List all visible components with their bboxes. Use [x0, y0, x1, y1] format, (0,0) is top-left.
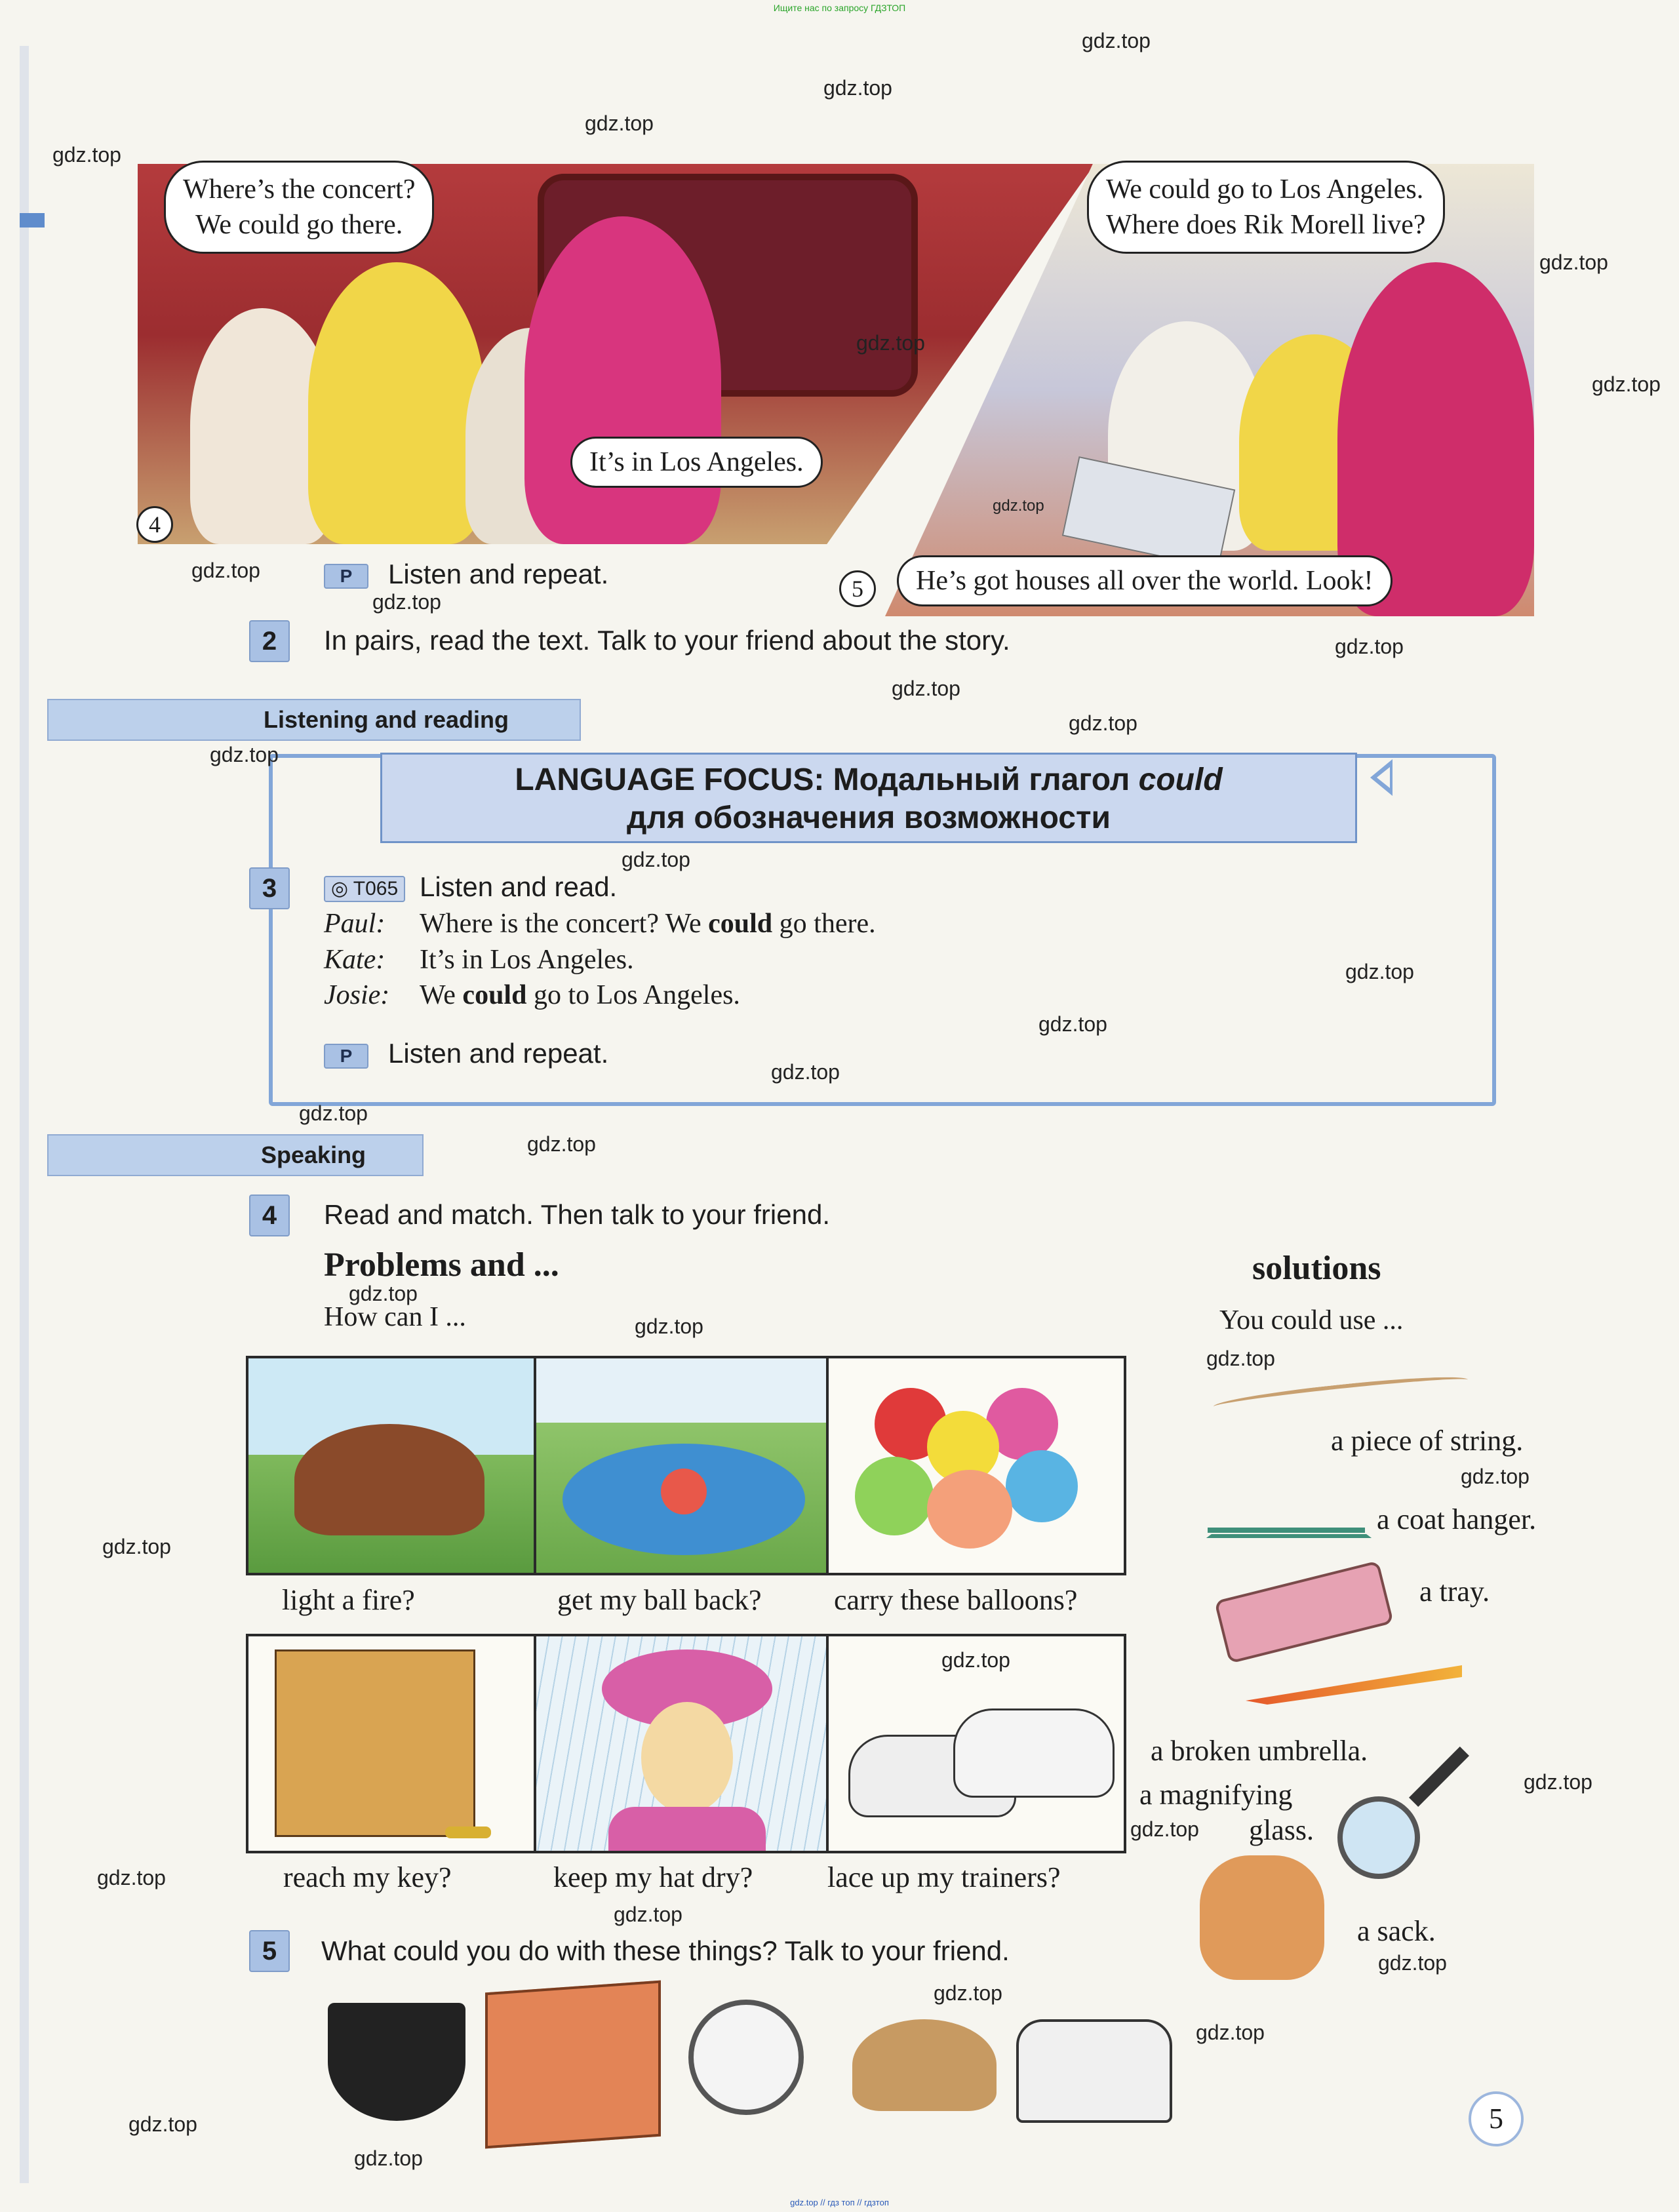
wicker-hat-illustration: [852, 2019, 997, 2111]
problem-caption-4: reach my key?: [283, 1861, 452, 1893]
woman-face-illustration: [641, 1702, 733, 1813]
solution-glass: glass.: [1249, 1814, 1314, 1846]
picture-balloons: [826, 1356, 1126, 1575]
language-focus-title-line1: [382, 761, 1355, 799]
speech-bubble-concert: [164, 161, 434, 254]
exercise-number-5: 5: [249, 1930, 290, 1972]
ex3-listen-repeat: Listen and repeat.: [388, 1038, 609, 1069]
exercise-number-3: 3: [249, 867, 290, 909]
tray-illustration: [1214, 1560, 1394, 1664]
watermark: gdz.top: [527, 1132, 596, 1156]
language-focus-title-line2: для обозначения возможности: [627, 800, 1111, 835]
watermark: gdz.top: [993, 497, 1044, 515]
p-badge: P: [324, 1044, 368, 1069]
balloon-green: [855, 1457, 934, 1535]
watermark: gdz.top: [97, 1866, 166, 1889]
language-focus-title-prefix: LANGUAGE FOCUS: Модальный глагол: [515, 762, 1139, 797]
watermark: gdz.top: [191, 559, 260, 582]
watermark: gdz.top: [856, 331, 925, 355]
dialogue-speaker-josie: Josie:: [324, 980, 390, 1010]
language-focus-banner: [380, 753, 1357, 843]
watermark: gdz.top: [210, 743, 279, 766]
ex3-instruction: Listen and read.: [420, 871, 618, 902]
watermark: gdz.top: [1378, 1951, 1447, 1975]
cardboard-box-illustration: [485, 1981, 661, 2149]
solutions-subtitle: You could use ...: [1219, 1305, 1404, 1335]
picture-hat-rain: [534, 1634, 830, 1853]
watermark: gdz.top: [1539, 250, 1608, 274]
problem-caption-3: carry these balloons?: [834, 1584, 1078, 1616]
sack-illustration: [1200, 1855, 1324, 1980]
watermark: gdz.top: [635, 1314, 703, 1338]
dialogue-line-josie: [420, 979, 740, 1011]
audio-track-badge[interactable]: ◎ T065: [324, 876, 405, 902]
chest-of-drawers-illustration: [275, 1649, 475, 1837]
watermark: gdz.top: [771, 1060, 840, 1084]
watermark: gdz.top: [372, 590, 441, 614]
watermark: gdz.top: [349, 1282, 418, 1305]
page-binding-strip: [20, 46, 29, 2183]
dialogue-josie-part2: go to Los Angeles.: [526, 980, 740, 1010]
solution-string: a piece of string.: [1331, 1425, 1524, 1457]
balloon-peach: [927, 1470, 1012, 1549]
picture-drawers: [246, 1634, 538, 1853]
boy-pink-shirt-illustration: [524, 216, 721, 544]
coat-hanger-base: [1208, 1528, 1365, 1533]
bubble-rik-line2: Where does Rik Morell live?: [1106, 210, 1426, 240]
watermark: gdz.top: [892, 677, 960, 700]
watermark: gdz.top: [354, 2146, 423, 2170]
section-listening-label: Listening and reading: [264, 706, 509, 733]
bottom-note: gdz.top // гдз топ // гдзтоп: [790, 2198, 889, 2207]
ex5-instruction: What could you do with these things? Talk to your friend.: [321, 1935, 1010, 1966]
watermark: gdz.top: [1038, 1012, 1107, 1036]
watermark: gdz.top: [941, 1648, 1010, 1672]
dialogue-josie-bold: could: [462, 980, 527, 1010]
section-header-speaking: [47, 1134, 424, 1176]
problems-subtitle: How can I ...: [324, 1302, 466, 1332]
solution-sack: a sack.: [1357, 1915, 1436, 1947]
bubble-concert-line1: Where’s the concert?: [183, 174, 416, 205]
watermark: gdz.top: [299, 1101, 368, 1125]
bubble-concert-line2: We could go there.: [195, 210, 403, 240]
top-hat-illustration: [328, 2003, 465, 2121]
arrow-marker-inner: [1377, 767, 1390, 788]
solution-coat-hanger: a coat hanger.: [1377, 1503, 1537, 1535]
dialogue-line-kate: It’s in Los Angeles.: [420, 945, 634, 975]
dialogue-line-paul: [420, 908, 876, 939]
key-illustration: [445, 1827, 491, 1838]
problem-caption-6: lace up my trainers?: [827, 1861, 1061, 1893]
bubble-rik-line1: We could go to Los Angeles.: [1106, 174, 1424, 205]
exercise-number-4: 4: [249, 1195, 290, 1236]
dialogue-paul-part1: Where is the concert? We: [420, 909, 709, 939]
magnifying-glass-illustration: [1337, 1796, 1420, 1879]
watermark: gdz.top: [934, 1981, 1002, 2005]
watermark: gdz.top: [1592, 372, 1661, 396]
dialogue-paul-part2: go there.: [772, 909, 876, 939]
watermark: gdz.top: [823, 76, 892, 100]
string-illustration: [1213, 1372, 1469, 1415]
watermark: gdz.top: [1130, 1817, 1199, 1841]
picture-pond: [534, 1356, 830, 1575]
watermark: gdz.top: [585, 111, 654, 135]
dialogue-speaker-paul: Paul:: [324, 909, 385, 939]
solution-tray: a tray.: [1419, 1575, 1490, 1608]
solution-broken-umbrella: a broken umbrella.: [1151, 1735, 1368, 1767]
roller-skate-illustration: [1016, 2019, 1172, 2123]
watermark: gdz.top: [1206, 1347, 1275, 1370]
page-number: 5: [1469, 2091, 1524, 2146]
dialogue-speaker-kate: Kate:: [324, 945, 385, 975]
watermark: gdz.top: [1524, 1770, 1592, 1794]
solution-magnifying: a magnifying: [1139, 1779, 1293, 1811]
section-speaking-label: Speaking: [261, 1141, 366, 1168]
boy-blonde-illustration: [308, 262, 485, 544]
watermark: gdz.top: [52, 143, 121, 167]
panel-4-number: 4: [136, 506, 173, 543]
wheel-illustration: [688, 2000, 804, 2115]
balloon-blue: [1006, 1450, 1078, 1522]
broken-umbrella-illustration: [1246, 1665, 1462, 1705]
problems-title: Problems and ...: [324, 1246, 559, 1284]
watermark: gdz.top: [622, 848, 690, 871]
solutions-title: solutions: [1252, 1250, 1381, 1287]
watermark: gdz.top: [102, 1535, 171, 1558]
section-header-listening: [47, 699, 581, 741]
speech-bubble-houses: He’s got houses all over the world. Look!: [897, 555, 1393, 606]
watermark: gdz.top: [1196, 2021, 1265, 2044]
problem-caption-2: get my ball back?: [557, 1584, 762, 1616]
magnifying-glass-handle: [1409, 1747, 1469, 1807]
panel-5-number: 5: [839, 570, 876, 607]
problem-caption-5: keep my hat dry?: [553, 1861, 753, 1893]
ex2-instruction: In pairs, read the text. Talk to your friend about the story.: [324, 625, 1010, 656]
ex1-listen-repeat: Listen and repeat.: [388, 559, 609, 589]
top-note: Ищите нас по запросу ГДЗТОП: [773, 3, 906, 13]
watermark: gdz.top: [1069, 711, 1137, 735]
dialogue-paul-bold: could: [708, 909, 773, 939]
ball-illustration: [661, 1469, 707, 1514]
watermark: gdz.top: [1335, 635, 1404, 658]
watermark: gdz.top: [614, 1903, 682, 1926]
watermark: gdz.top: [128, 2112, 197, 2136]
watermark: gdz.top: [1461, 1465, 1530, 1488]
speech-bubble-la: It’s in Los Angeles.: [570, 437, 823, 488]
watermark: gdz.top: [1345, 960, 1414, 983]
watermark: gdz.top: [1082, 29, 1151, 52]
dialogue-josie-part1: We: [420, 980, 463, 1010]
picture-fire: [246, 1356, 538, 1575]
woodpile-illustration: [294, 1424, 484, 1535]
speech-bubble-rik: [1087, 161, 1445, 254]
language-focus-title-italic: could: [1138, 762, 1223, 797]
trainer-right-illustration: [953, 1708, 1115, 1798]
ex4-instruction: Read and match. Then talk to your friend.: [324, 1199, 830, 1230]
margin-marker: [20, 213, 45, 227]
problem-caption-1: light a fire?: [282, 1584, 415, 1616]
woman-dress-illustration: [608, 1807, 766, 1853]
p-badge: P: [324, 564, 368, 589]
exercise-number-2: 2: [249, 620, 290, 662]
